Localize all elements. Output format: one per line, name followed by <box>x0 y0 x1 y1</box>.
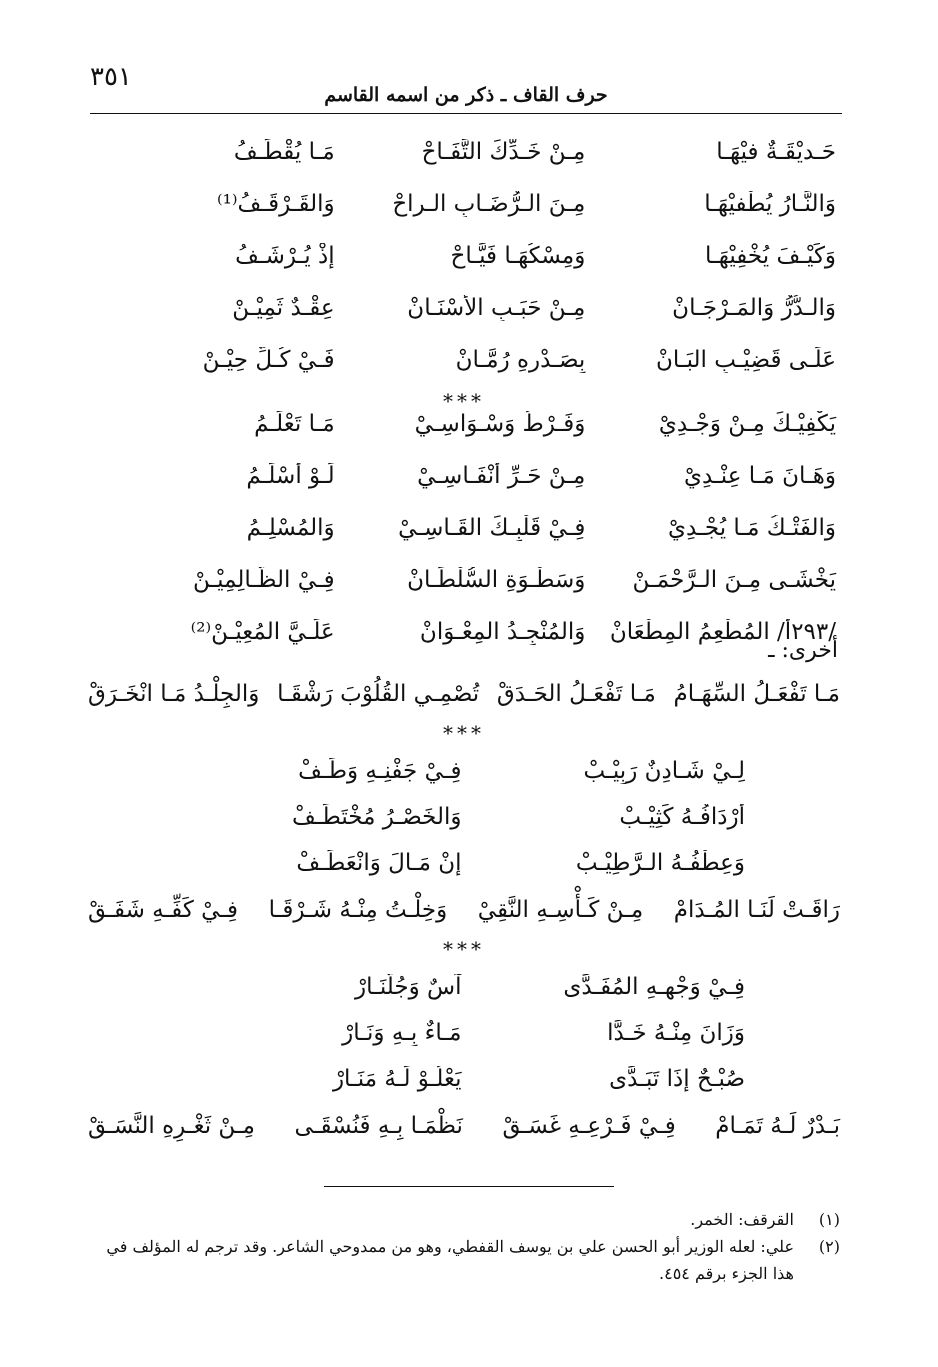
hemistich: وَالخَصْـرُ مُخْتَطَـفْ <box>291 804 462 830</box>
footnote <box>88 1233 840 1287</box>
verse-line <box>88 1010 840 1056</box>
hemistich: وَفَـرْطُ وَسْـوَاسِـيْ <box>414 411 586 437</box>
hemistich: مَـا يُقْطَـفُ <box>233 139 335 165</box>
hemistich: لَـوْ أَسْلَـمُ <box>246 463 335 489</box>
poem-3 <box>88 632 840 1150</box>
verse-line <box>88 748 840 794</box>
verse-segment: مِـنْ ثَغْـرِهِ النَّسَـقْ <box>88 1113 255 1139</box>
hemistich: أَرْدَافُـهُ كَثِيْـبْ <box>619 804 745 830</box>
verse-line <box>88 178 840 230</box>
full-verse-line <box>88 1102 840 1150</box>
hemistich: فِـيْ جَفْنِـهِ وَطَـفْ <box>298 758 462 784</box>
verse-segment: نَظْمَـا بِـهِ فَنُسْقَـى <box>294 1113 463 1139</box>
hemistich: وَسَطْـوَةِ السُّلْطَـانْ <box>407 567 586 593</box>
hemistich: وَعِطْفُـهُ الـرَّطِيْـبْ <box>575 850 745 876</box>
hemistich: وَالنَّـارُ يُطْفيْهَـا <box>704 191 836 217</box>
hemistich: يَكْفِيْـكَ مِـنْ وَجْـدِيْ <box>658 411 836 437</box>
verse-line <box>88 230 840 282</box>
hemistich: يَعْلُـوْ لَـهُ مَنَـارْ <box>332 1066 462 1092</box>
hemistich: مَـا تَعْلَـمُ <box>254 411 335 437</box>
hemistich: وَكَيْـفَ يُخْفِيْهَـا <box>704 243 836 269</box>
hemistich: وَالمُسْلِـمُ <box>246 515 335 541</box>
verse-line <box>88 554 840 606</box>
hemistich: مَـاءٌ بِـهِ وَنَـارْ <box>342 1020 462 1046</box>
hemistich: وَالفَتْـكُ مَـا يُجْـدِيْ <box>668 515 836 541</box>
verse-segment: فِـيْ فَـرْعِـهِ غَسَـقْ <box>502 1113 676 1139</box>
hemistich: وَالـدُّرُّ وَالمَـرْجَـانْ <box>672 295 836 321</box>
running-title: حرف القاف ـ ذكر من اسمه القاسم <box>324 84 608 106</box>
hemistich: فِـيْ وَجْهِـهِ المُفَـدَّى <box>563 974 745 1000</box>
hemistich: حَـديْقَـةٌ فيْهَـا <box>716 139 836 165</box>
footnote-number: (٢) <box>818 1237 840 1256</box>
hemistich: وَالقَـرْقَـفُ⁽¹⁾ <box>217 191 335 217</box>
hemistich: عَلَـيَّ المُعِيْـنْ⁽²⁾ <box>190 619 335 645</box>
poem-2 <box>88 398 840 658</box>
section-label: أخرى: ـ <box>768 638 838 663</box>
section-separator: *** <box>443 389 485 413</box>
footnote-text: علي: لعله الوزير أبو الحسن علي بن يوسف القفطي، وهو من ممدوحي الشاعر. وقد ترجم له المؤلف في هذا الجزء برقم ٤٥٤. <box>106 1237 794 1283</box>
verse-segment: بَـدْرٌ لَـهُ تَمَـامْ <box>715 1113 840 1139</box>
section-separator: *** <box>443 721 485 745</box>
hemistich: عَلَـى قَضِيْـبِ البَـانْ <box>655 347 836 373</box>
full-verse-line <box>88 670 840 718</box>
hemistich: مِـنْ حَـرِّ أَنْفَـاسِـيْ <box>417 463 586 489</box>
hemistich: وَالمُنْجِـدُ المِعْـوَانْ <box>419 619 586 645</box>
page-header <box>90 58 842 110</box>
verse-line <box>88 282 840 334</box>
verse-line <box>88 502 840 554</box>
verse-line <box>88 794 840 840</box>
verse-line <box>88 840 840 886</box>
verse-segment: رَاقَـتْ لَنَـا المُـدَامْ <box>673 897 840 923</box>
hemistich: مِـنْ خَـدِّكَ التَّفَـاحْ <box>421 139 586 165</box>
footnote-rule <box>324 1186 614 1187</box>
verse-line <box>88 334 840 386</box>
section-separator: *** <box>443 937 485 961</box>
footnote-number: (١) <box>818 1210 840 1229</box>
hemistich: /٢٩٣أ/ المُطْعِمُ المِطْعَانْ <box>609 619 836 645</box>
hemistich: يَخْشَـى مِـنَ الـرَّحْمَـنْ <box>632 567 836 593</box>
hemistich: فَـيْ كُـلِّ حِيْـنْ <box>202 347 335 373</box>
verse-segment: وَخِلْـتُ مِنْـهُ شَـرْقَـا <box>268 897 448 923</box>
verse-line <box>88 398 840 450</box>
verse-segment: مِـنْ كَـأْسِـهِ النَّقِيْ <box>477 897 644 923</box>
hemistich: صُبْـحٌ إِذَا تَبَـدَّى <box>609 1066 745 1092</box>
hemistich: وَزَانَ مِنْـهُ خَـدًّا <box>607 1020 745 1046</box>
hemistich: مِـنَ الـرُّضَـابِ الـراحْ <box>392 191 586 217</box>
verse-line <box>88 1056 840 1102</box>
header-rule <box>90 113 842 114</box>
verse-line <box>88 126 840 178</box>
verse-segment: مَـا تَفْعَـلُ الحَـدَقْ <box>496 681 656 707</box>
hemistich: مِـنْ حَبَـبِ الأَسْنَـانْ <box>407 295 586 321</box>
full-verse-line <box>88 886 840 934</box>
hemistich: لِـيْ شَـادِنٌ رَبِيْـبْ <box>583 758 745 784</box>
verse-line <box>88 450 840 502</box>
hemistich: فِـيْ الظَّـالِمِيْـنْ <box>192 567 335 593</box>
hemistich: بِصَـدْرِهِ رُمَّـانْ <box>455 347 586 373</box>
verse-segment: مَـا تَفْعَـلُ السِّهَـامُ <box>673 681 840 707</box>
verse-segment: تُصْمِـي القُلُوْبَ رَشْقَـا <box>277 681 480 707</box>
hemistich: فِـيْ قَلْبِـكَ القَـاسِـيْ <box>398 515 586 541</box>
footnote-text: القرقف: الخمر. <box>690 1210 794 1229</box>
hemistich: آسٌ وَجُلَّنَـارْ <box>354 974 462 1000</box>
hemistich: وَهَـانَ مَـا عِنْـدِيْ <box>683 463 836 489</box>
page-number: ٣٥١ <box>90 62 132 92</box>
verse-line <box>88 964 840 1010</box>
hemistich: عِقْـدٌ ثَمِيْـنْ <box>232 295 335 321</box>
poem-1 <box>88 126 840 416</box>
hemistich: وَمِسْكُهَـا فَيَّـاحْ <box>450 243 586 269</box>
verse-segment: وَالجِلْـدُ مَـا انْخَـرَقْ <box>88 681 260 707</box>
hemistich: إِنْ مَـالَ وَانْعَطَـفْ <box>296 850 462 876</box>
hemistich: إذْ يُـرْشَـفُ <box>235 243 335 269</box>
footnote <box>88 1206 840 1233</box>
footnotes <box>88 1206 840 1287</box>
verse-segment: فِـيْ كَفِّـهِ شَفَـقْ <box>88 897 239 923</box>
